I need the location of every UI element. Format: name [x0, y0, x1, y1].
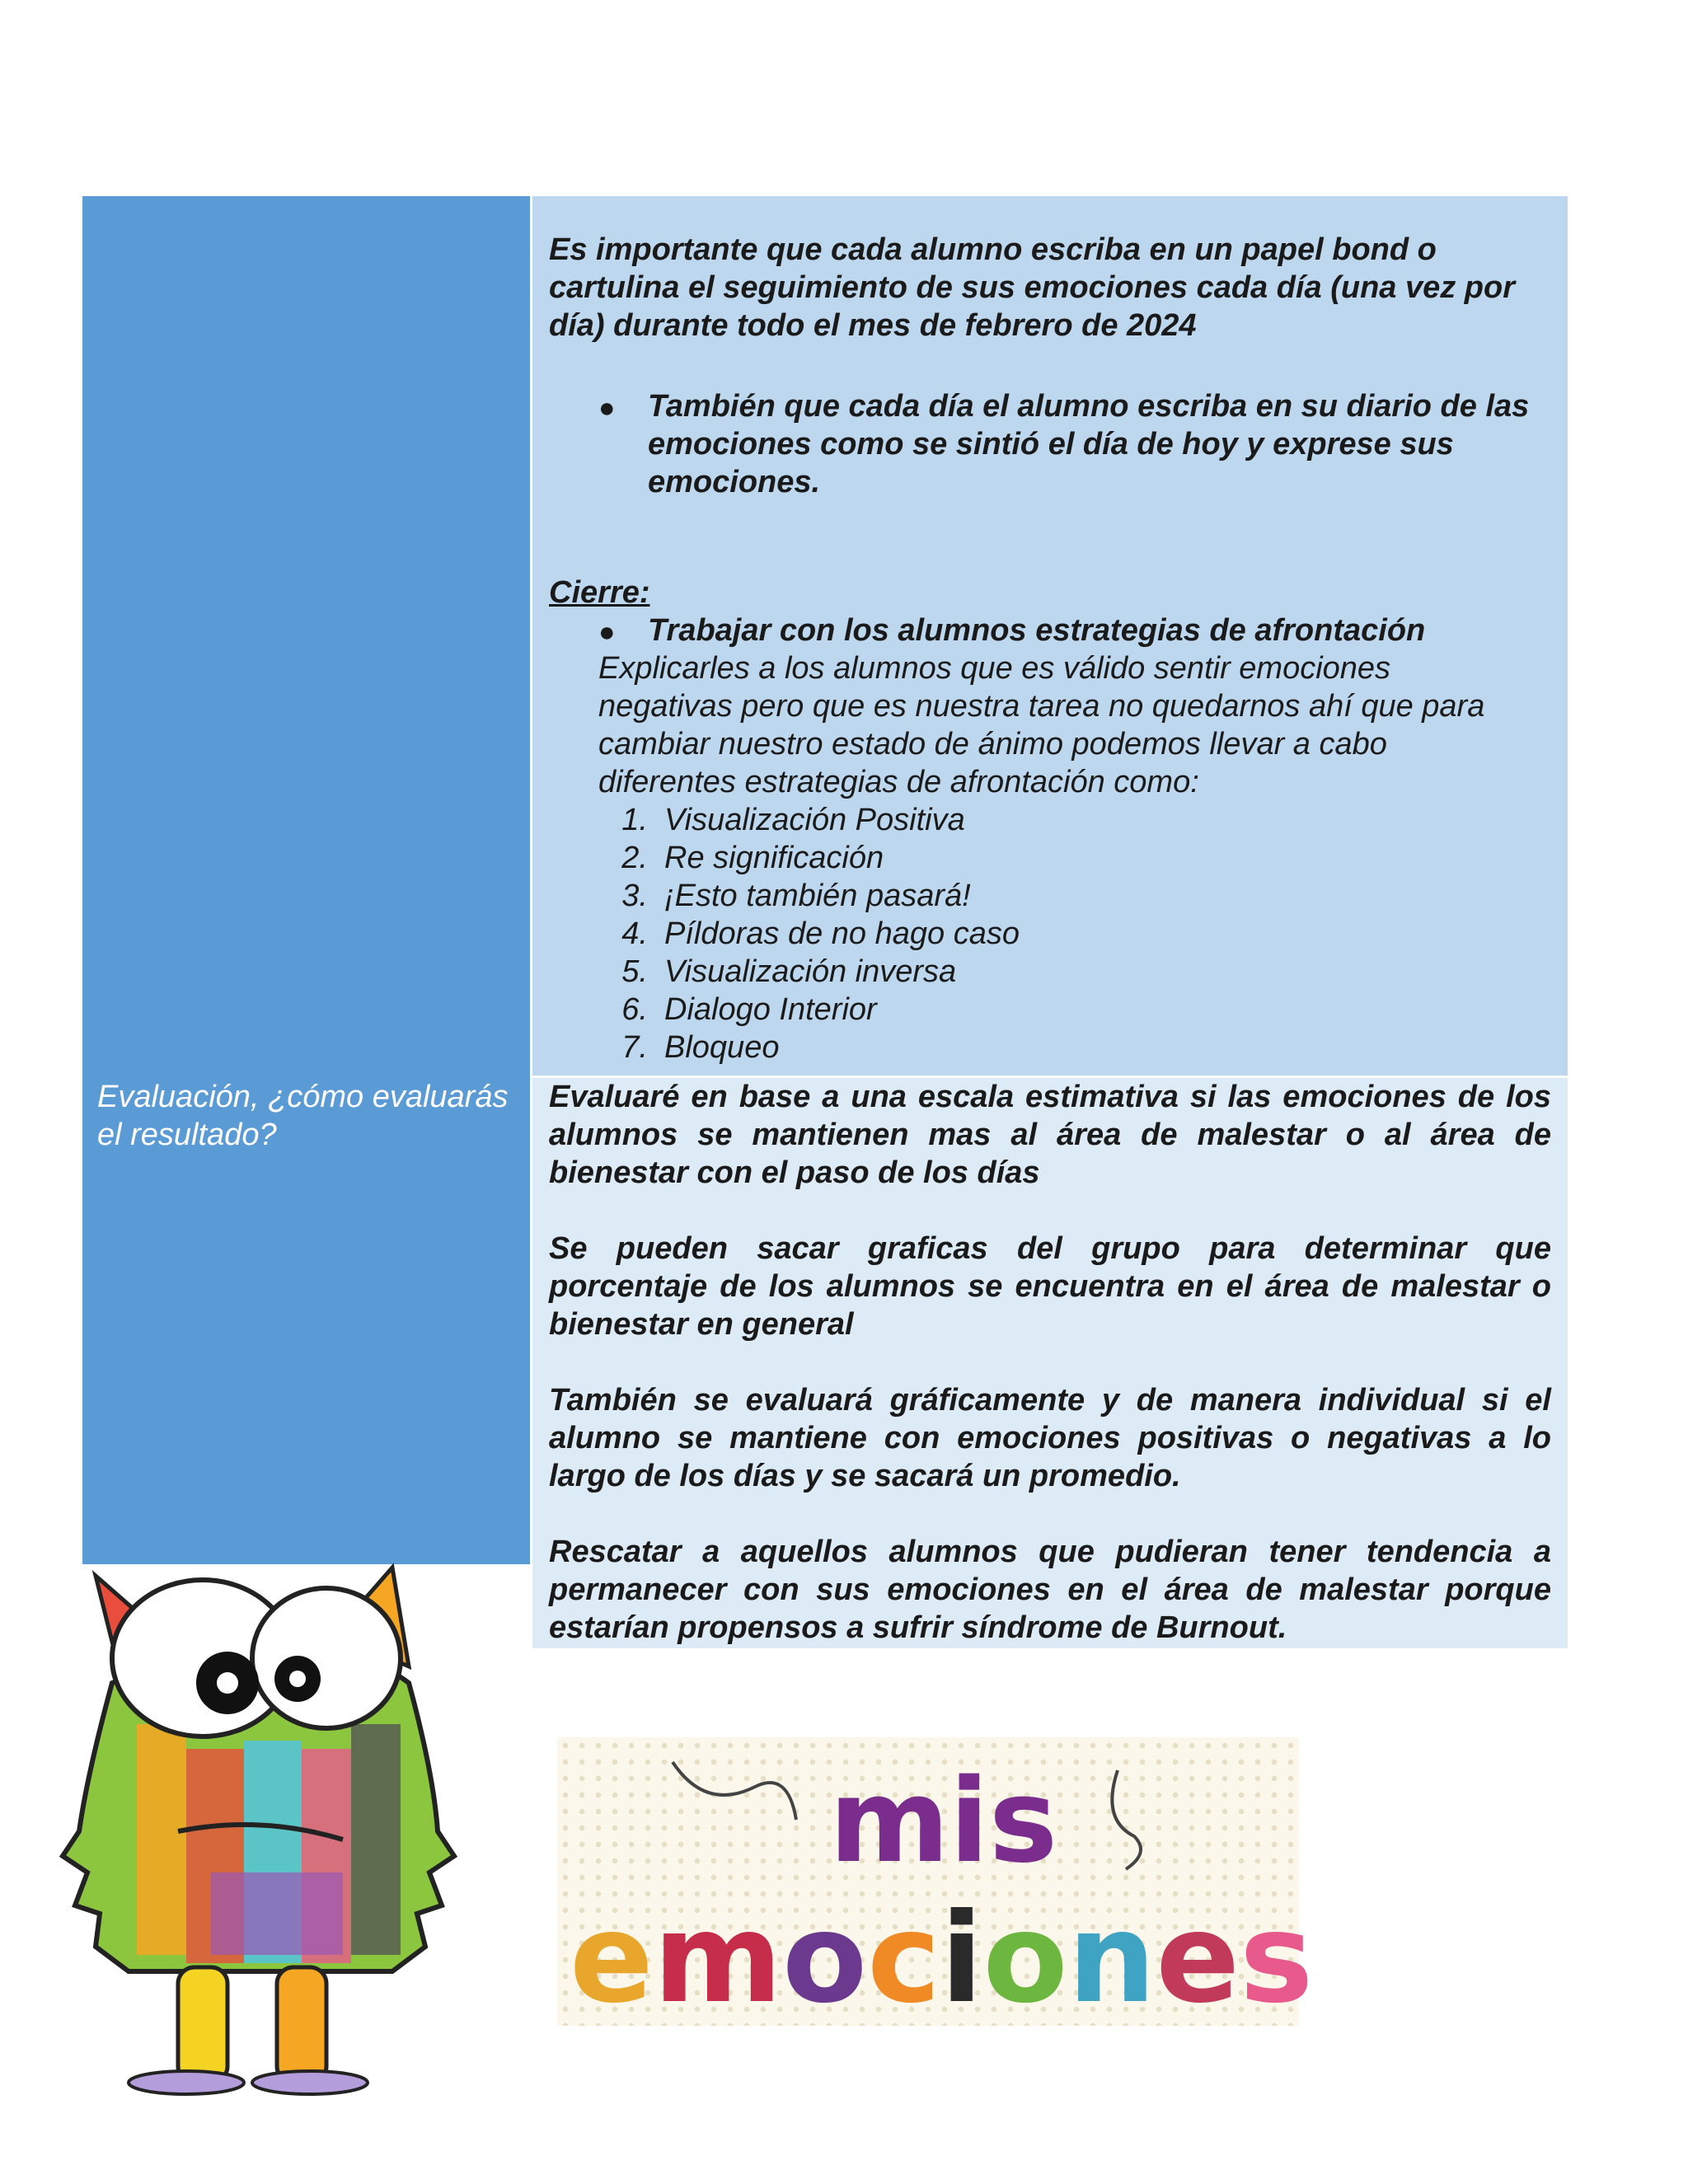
evaluation-paragraph: Se pueden sacar graficas del grupo para determinar que porcentaje de los alumnos se encuentra en el área de malestar o bienestar en general — [549, 1231, 1551, 1342]
evaluation-paragraph: También se evaluará gráficamente y de manera individual si el alumno se mantiene con emociones positivas o negativas a lo largo de los días y se sacará un promedio. — [549, 1383, 1551, 1493]
banner-word-emociones: emociones — [570, 1887, 1314, 2031]
bullet-icon: ● — [598, 392, 616, 424]
bullet-icon: ● — [598, 616, 616, 648]
closing-title: Cierre: — [549, 575, 650, 610]
evaluation-paragraph: Evaluaré en base a una escala estimativa si las emociones de los alumnos se mantienen mas al área de malestar o al área de bienestar con el paso de los días — [549, 1080, 1551, 1190]
closing-explanation: Explicarles a los alumnos que es válido sentir emociones negativas pero que es nuestra tarea no quedarnos ahí que para cambiar nuestro estado de ánimo podemos llevar a cabo diferentes estrategias de afrontación como: — [598, 651, 1485, 799]
list-item: 5. Visualización inversa — [621, 954, 957, 989]
list-item: 7. Bloqueo — [621, 1030, 780, 1065]
evaluation-cell — [532, 1078, 1568, 1648]
banner-artwork — [557, 1737, 1314, 2031]
banner-word-mis: mis — [829, 1755, 1058, 1889]
activity-paragraph: Es importante que cada alumno escriba en un papel bond o cartulina el seguimiento de sus emociones cada día (una vez por día) durante todo el mes de febrero de 2024 — [549, 232, 1516, 343]
list-item: 1. Visualización Positiva — [621, 803, 965, 837]
list-item: 2. Re significación — [621, 841, 884, 875]
lesson-plan-table — [82, 196, 1568, 1648]
development-cell — [532, 196, 1568, 1076]
evaluation-label: Evaluación, ¿cómo evaluarás el resultado? — [97, 1080, 509, 1152]
strategies-list — [598, 801, 1020, 1066]
closing-bullet-text: Trabajar con los alumnos estrategias de afrontación — [648, 613, 1426, 648]
label-column — [82, 196, 530, 1564]
list-item: 3. ¡Esto también pasará! — [621, 879, 971, 913]
mis-emociones-banner — [557, 1737, 1314, 2031]
diary-bullet-text: También que cada día el alumno escriba en su diario de las emociones como se sintió el día de hoy y exprese sus emociones. — [648, 389, 1530, 499]
list-item: 6. Dialogo Interior — [621, 992, 877, 1027]
evaluation-paragraph: Rescatar a aquellos alumnos que pudieran tener tendencia a permanecer con sus emociones en el área de malestar porque estarían propensos a sufrir síndrome de Burnout. — [549, 1535, 1551, 1645]
color-monster-illustration — [63, 1559, 475, 2095]
list-item: 4. Píldoras de no hago caso — [621, 916, 1020, 951]
